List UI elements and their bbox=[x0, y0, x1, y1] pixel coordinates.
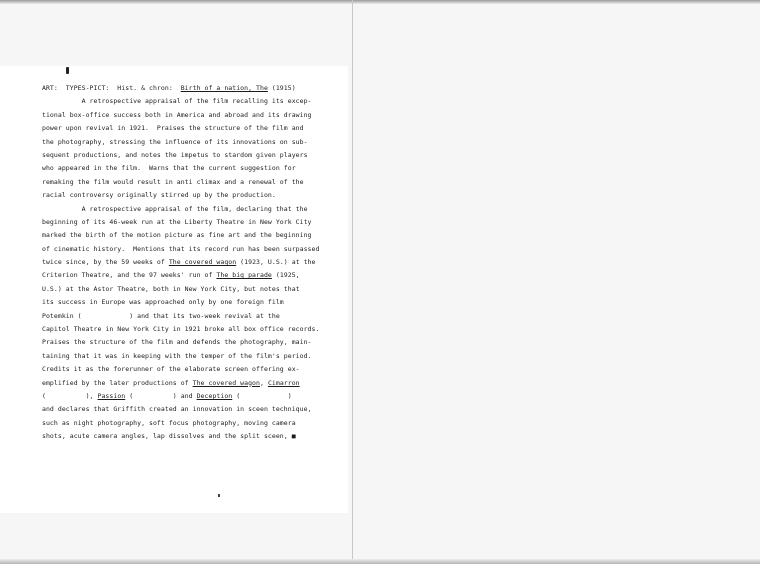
text-segment: Credits it as the forerunner of the elaborate screen offering ex- bbox=[42, 365, 300, 374]
text-segment: Praises the structure of the film and defends the photography, main- bbox=[42, 338, 312, 347]
text-line bbox=[42, 323, 342, 336]
underlined-title: The covered wagon bbox=[168, 258, 237, 267]
ink-mark bbox=[218, 494, 220, 497]
text-line bbox=[42, 336, 342, 349]
text-segment: the photography, stressing the influence of its innovations on sub- bbox=[42, 137, 308, 146]
text-segment: sequent productions, and notes the impetus to stardom given players bbox=[42, 150, 308, 159]
text-line bbox=[42, 162, 342, 175]
text-segment: and declares that Griffith created an innovation in sceen technique, bbox=[42, 405, 312, 414]
underlined-title: The big parade bbox=[216, 271, 272, 280]
text-segment: emplified by the later productions of bbox=[42, 378, 193, 387]
text-segment: power upon revival in 1921. Praises the structure of the film and bbox=[42, 124, 304, 133]
text-line bbox=[42, 390, 342, 403]
text-segment: marked the birth of the motion picture as fine art and the beginning bbox=[42, 231, 312, 240]
text-segment: who appeared in the film. Warns that the current suggestion for bbox=[42, 164, 296, 173]
text-segment: A retrospective appraisal of the film recalling its excep- bbox=[42, 97, 312, 106]
scan-bottom-edge bbox=[0, 559, 760, 564]
underlined-title: The covered wagon bbox=[192, 378, 260, 387]
text-line bbox=[42, 176, 342, 189]
underlined-title: Birth of a nation, The bbox=[180, 84, 268, 92]
text-segment: remaking the film would result in anti climax and a renewal of the bbox=[42, 177, 304, 186]
text-segment: shots, acute camera angles, lap dissolves and the split sceen, ■ bbox=[42, 432, 296, 441]
text-line bbox=[42, 296, 342, 309]
text-line bbox=[42, 216, 342, 229]
text-segment: its success in Europe was approached only by one foreign film bbox=[42, 298, 284, 307]
text-line bbox=[42, 243, 342, 256]
text-line bbox=[42, 417, 342, 430]
text-line bbox=[42, 203, 342, 216]
text-segment: twice since, by the 59 weeks of bbox=[42, 258, 169, 267]
text-line bbox=[42, 283, 342, 296]
underlined-title: Passion bbox=[97, 391, 126, 400]
text-segment: ( ) bbox=[232, 391, 292, 400]
text-segment: (1923, U.S.) at the bbox=[236, 258, 316, 267]
text-segment: (1925, bbox=[271, 271, 300, 280]
ink-smudge bbox=[66, 67, 69, 74]
text-segment: (1915) bbox=[267, 84, 296, 92]
text-line bbox=[42, 403, 342, 416]
text-line bbox=[42, 269, 342, 282]
text-line bbox=[42, 350, 342, 363]
text-line bbox=[42, 377, 342, 390]
underlined-title: Cimarron bbox=[267, 378, 300, 387]
text-segment: ( ) and bbox=[125, 391, 197, 400]
text-segment: , bbox=[260, 378, 268, 387]
text-segment: ART: TYPES-PICT: Hist. & chron: bbox=[42, 84, 181, 92]
text-segment: U.S.) at the Astor Theatre, both in New York City, but notes that bbox=[42, 284, 300, 293]
text-line bbox=[42, 363, 342, 376]
text-segment: tional box-office success both in America and abroad and its drawing bbox=[42, 110, 312, 119]
text-segment: of cinematic history. Mentions that its record run has been surpassed bbox=[42, 244, 320, 253]
text-line bbox=[42, 136, 342, 149]
text-segment: beginning of its 46-week run at the Liberty Theatre in New York City bbox=[42, 217, 312, 226]
scan-top-edge bbox=[0, 0, 760, 4]
text-line bbox=[42, 430, 342, 443]
text-segment: Capitol Theatre in New York City in 1921 broke all box office records. bbox=[42, 325, 320, 334]
text-line bbox=[42, 109, 342, 122]
document-body bbox=[42, 82, 342, 444]
text-segment: racial controversy originally stirred up by the production. bbox=[42, 191, 276, 200]
text-line bbox=[42, 189, 342, 202]
text-line bbox=[42, 82, 342, 95]
text-segment: such as night photography, soft focus photography, moving camera bbox=[42, 418, 296, 427]
page-fold-line bbox=[352, 0, 353, 564]
text-segment: Potemkin ( ) and that its two-week revival at the bbox=[42, 311, 280, 320]
text-segment: Criterion Theatre, and the 97 weeks' run of bbox=[42, 271, 217, 280]
text-line bbox=[42, 229, 342, 242]
text-segment: taining that it was in keeping with the temper of the film's period. bbox=[42, 351, 312, 360]
text-segment: ( ), bbox=[42, 391, 98, 400]
text-line bbox=[42, 149, 342, 162]
text-line bbox=[42, 256, 342, 269]
underlined-title: Deception bbox=[196, 391, 233, 400]
text-segment: A retrospective appraisal of the film, declaring that the bbox=[42, 204, 308, 213]
text-line bbox=[42, 122, 342, 135]
text-line bbox=[42, 310, 342, 323]
text-line bbox=[42, 95, 342, 108]
